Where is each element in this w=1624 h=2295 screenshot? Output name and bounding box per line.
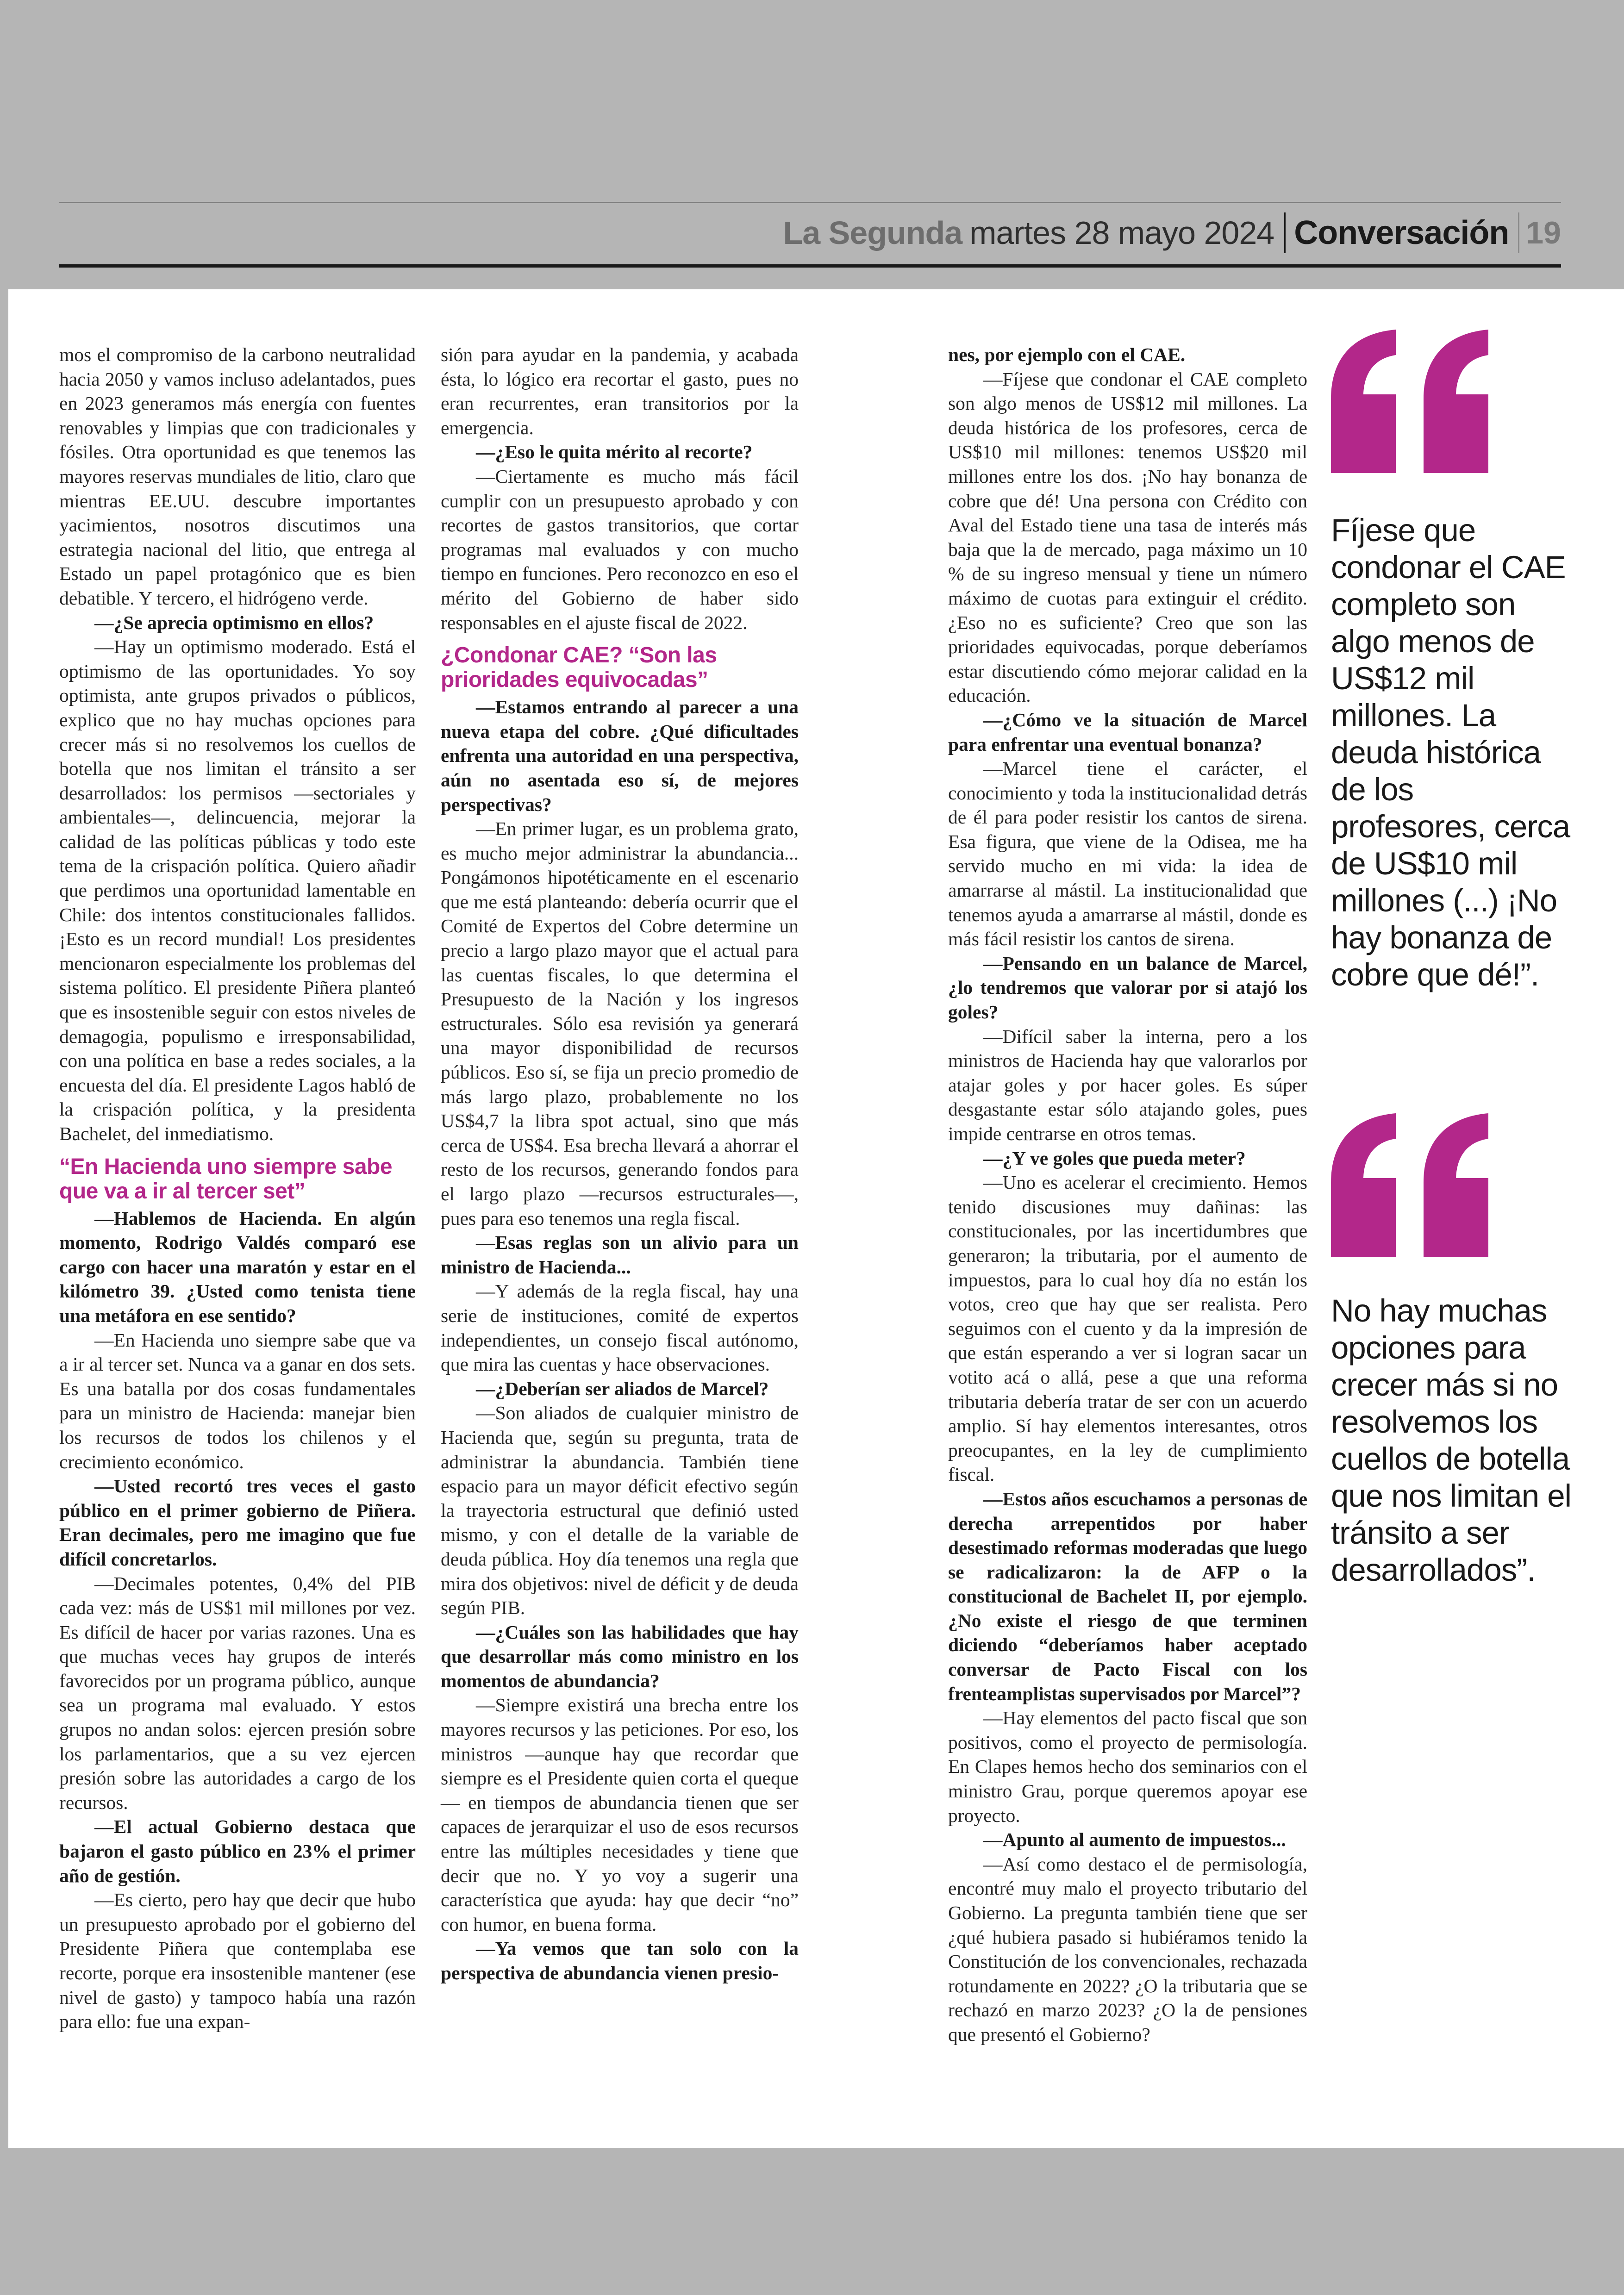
subheading: ¿Condonar CAE? “Son las prioridades equivocadas”	[441, 643, 717, 692]
interview-question: —¿Deberían ser aliados de Marcel?	[476, 1378, 769, 1399]
paragraph: —Así como destaco el de permisología, encontré muy malo el proyecto tributario del Gobierno. La pregunta también tiene que ser ¿qué hubiera pasado si hubiéramos tenido la Constitución de los convencionales, rechazada rotundamente en 2022? ¿O la tributaria que se rechazó en marzo 2023? ¿O la de pensiones que presentó el Gobierno?	[948, 1853, 1307, 2045]
section-name: Conversación	[1294, 214, 1509, 251]
interview-question: —Pensando en un balance de Marcel, ¿lo tendremos que valorar por si atajó los goles?	[948, 952, 1307, 1023]
page-header	[59, 202, 1561, 268]
paragraph: —Y además de la regla fiscal, hay una serie de instituciones, comité de expertos independientes, un consejo fiscal autónomo, que mira las cuentas y hace observaciones.	[441, 1280, 799, 1375]
paragraph: mos el compromiso de la carbono neutralidad hacia 2050 y vamos incluso adelantados, pues en 2023 generamos más energía con fuentes renovables y limpias que con tradicionales y fósiles. Otra oportunidad es que tenemos las mayores reservas mundiales de litio, claro que mientras EE.UU. descubre importantes yacimientos, nosotros discutimos una estrategia nacional del litio, que entrega al Estado un papel protagónico que es bien debatible. Y tercero, el hidrógeno verde.	[59, 344, 416, 609]
interview-question: —Ya vemos que tan solo con la perspectiva de abundancia vienen presio-	[441, 1938, 799, 1983]
header-row	[783, 212, 1561, 254]
paragraph: —Siempre existirá una brecha entre los mayores recursos y las peticiones. Por eso, los ministros —aunque hay que recordar que siempre es el Presidente quien corta el queque— en tiempos de abundancia tienen que ser capaces de jerarquizar el uso de esos recursos entre las múltiples necesidades y tiene que decir que no. Y yo voy a sugerir una característica que ayuda: hay que decir “no” con humor, en buena forma.	[441, 1694, 799, 1935]
interview-question: —El actual Gobierno destaca que bajaron el gasto público en 23% el primer año de gestión.	[59, 1816, 416, 1886]
interview-question: —¿Cómo ve la situación de Marcel para enfrentar una eventual bonanza?	[948, 709, 1307, 755]
paragraph: —Hay un optimismo moderado. Está el optimismo de las oportunidades. Yo soy optimista, ante grupos privados o públicos, explico que no hay muchas opciones para crecer más si no resolvemos los cuellos de botella que nos limitan el tránsito a ser desarrollados: los permisos —sectoriales y ambientales—, delincuencia, mejorar la calidad de las políticas públicas y todo este tema de la crispación política. Quiero añadir que perdimos una oportunidad lamentable en Chile: dos intentos constitucionales fallidos. ¡Esto es un record mundial! Los presidentes mencionaron especialmente los problemas del sistema político. El presidente Piñera planteó que es insostenible seguir con estos niveles de demagogia, populismo e irresponsabilidad, con una política en base a redes sociales, a la encuesta del día. El presidente Lagos habló de la crispación política, y la presidenta Bachelet, del inmediatismo.	[59, 636, 416, 1144]
article-column-2	[441, 343, 799, 1985]
header-bottom-rule	[59, 264, 1561, 268]
subheading: “En Hacienda uno siempre sabe que va a ir al tercer set”	[59, 1154, 393, 1204]
interview-question: —Estos años escuchamos a personas de derecha arrepentidos por haber desestimado reformas moderadas que luego se radicalizaron: la de AFP o la constitucional de Bachelet II, por ejemplo. ¿No existe el riesgo de que terminen diciendo “deberíamos haber aceptado conversar de Pacto Fiscal con los frenteamplistas supervisados por Marcel”?	[948, 1488, 1307, 1704]
article-column-3	[948, 343, 1307, 2047]
paragraph: —Difícil saber la interna, pero a los ministros de Hacienda hay que valorarlos por atajar goles y por hacer goles. Es súper desgastante estar sólo atajando goles, pues impide centrarse en otros temas.	[948, 1025, 1307, 1144]
interview-question: —Usted recortó tres veces el gasto público en el primer gobierno de Piñera. Eran decimales, pero me imagino que fue difícil concretarlos.	[59, 1475, 416, 1570]
interview-question: nes, por ejemplo con el CAE.	[948, 344, 1186, 365]
publication-name: La Segunda	[783, 215, 962, 251]
interview-question: —Estamos entrando al parecer a una nueva etapa del cobre. ¿Qué dificultades enfrenta una autoridad en una perspectiva, aún no asentada eso sí, de mejores perspectivas?	[441, 696, 799, 815]
interview-question: —¿Y ve goles que pueda meter?	[983, 1147, 1246, 1169]
article-column-1	[59, 343, 416, 2034]
header-divider-2	[1518, 212, 1519, 253]
paragraph: —Fíjese que condonar el CAE completo son algo menos de US$12 mil millones. La deuda histórica de los profesores, cerca de US$10 mil millones: tenemos US$20 mil millones entre los dos. ¡No hay bonanza de cobre que dé! Una persona con Crédito con Aval del Estado tiene una tasa de interés más baja que la de mercado, paga máximo un 10 % de su ingreso mensual y tiene un número máximo de cuotas para extinguir el crédito. ¿Eso no es suficiente? Creo que son las prioridades equivocadas, porque deberíamos estar discutiendo cómo mejorar calidad en la educación.	[948, 368, 1307, 706]
paragraph: —Decimales potentes, 0,4% del PIB cada vez: más de US$1 mil millones por vez. Es difícil de hacer por varias razones. Una es que muchas veces hay grupos de interés favorecidos por un programa público, aunque sea un programa mal evaluado. Y estos grupos no andan solos: ejercen presión sobre los parlamentarios, que a su vez ejercen presión sobre las autoridades a cargo de los recursos.	[59, 1572, 416, 1813]
quotation-mark-icon	[1331, 330, 1507, 473]
paragraph: —Marcel tiene el carácter, el conocimiento y toda la institucionalidad detrás de él para poder resistir los cantos de sirena. Esa figura, que viene de la Odisea, me ha servido mucho en mi vida: la idea de amarrarse al mástil. La institucionalidad que tenemos ayuda a amarrarse al mástil, donde es más fácil resistir los cantos de sirena.	[948, 758, 1307, 950]
paragraph: —En primer lugar, es un problema grato, es mucho mejor administrar la abundancia... Pongámonos hipotéticamente en el escenario que me está planteando: debería ocurrir que el Comité de Expertos del Cobre determine un precio a largo plazo mayor que el actual para las cuentas fiscales, lo que determina el Presupuesto de la Nación y los ingresos estructurales. Sólo esa revisión ya generará una mayor disponibilidad de recursos públicos. Eso sí, se fija un precio promedio de más largo plazo, probablemente no los US$4,7 la libra spot actual, sino que más cerca de US$4. Esa brecha llevará a ahorrar el resto de los recursos, generando fondos para el largo plazo —recursos estructurales—, pues para eso tenemos una regla fiscal.	[441, 818, 799, 1229]
paragraph: —Ciertamente es mucho más fácil cumplir con un presupuesto aprobado y con recortes de gastos transitorios, que cortar programas mal evaluados y con mucho tiempo en funciones. Pero reconozco en eso el mérito del Gobierno de haber sido responsables en el ajuste fiscal de 2022.	[441, 465, 799, 633]
pull-quote-1: Fíjese que condonar el CAE completo son algo menos de US$12 mil millones. La deuda histórica de los profesores, cerca de US$10 mil millones (...) ¡No hay bonanza de cobre que dé!”.	[1331, 512, 1570, 992]
interview-question: —Esas reglas son un alivio para un ministro de Hacienda...	[441, 1232, 799, 1278]
paragraph: —Uno es acelerar el crecimiento. Hemos tenido discusiones muy dañinas: las constitucionales, por las incertidumbres que generaron; la tributaria, por el aumento de impuestos, para lo cual hoy día no están los votos, creo que hay que ser realista. Pero seguimos con el cuento y da la impresión de que están esperando a ver si logran sacar un votito acá o allá, pese a que una reforma tributaria debería tratar de ser con un acuerdo amplio. Sí hay elementos interesantes, otros preocupantes, en la ley de cumplimiento fiscal.	[948, 1172, 1307, 1485]
header-top-rule	[59, 202, 1561, 203]
pull-quote-2: No hay muchas opciones para crecer más si no resolvemos los cuellos de botella que nos limitan el tránsito a ser desarrollados”.	[1331, 1293, 1571, 1588]
header-divider	[1284, 212, 1286, 253]
quotation-mark-icon	[1331, 1113, 1507, 1257]
paragraph: sión para ayudar en la pandemia, y acabada ésta, lo lógico era recortar el gasto, pues no eran recurrentes, eran transitorios por la emergencia.	[441, 344, 799, 438]
interview-question: —¿Cuáles son las habilidades que hay que desarrollar más como ministro en los momentos de abundancia?	[441, 1621, 799, 1691]
paragraph: —Hay elementos del pacto fiscal que son positivos, como el proyecto de permisología. En Clapes hemos hecho dos seminarios con el ministro Grau, porque queremos apoyar ese proyecto.	[948, 1707, 1307, 1826]
interview-question: —Hablemos de Hacienda. En algún momento, Rodrigo Valdés comparó ese cargo con hacer una maratón y estar en el kilómetro 39. ¿Usted como tenista tiene una metáfora en ese sentido?	[59, 1207, 416, 1326]
paragraph: —Es cierto, pero hay que decir que hubo un presupuesto aprobado por el gobierno del Presidente Piñera que contemplaba ese recorte, porque era insostenible mantener (ese nivel de gasto) y tampoco había una razón para ello: fue una expan-	[59, 1889, 416, 2033]
issue-date: martes 28 mayo 2024	[969, 215, 1274, 251]
interview-question: —Apunto al aumento de impuestos...	[983, 1829, 1286, 1851]
paragraph: —En Hacienda uno siempre sabe que va a ir al tercer set. Nunca va a ganar en dos sets. Es una batalla por dos cosas fundamentales para un ministro de Hacienda: manejar bien los recursos de todos los chilenos y el crecimiento económico.	[59, 1329, 416, 1472]
interview-question: —¿Se aprecia optimismo en ellos?	[94, 611, 374, 633]
interview-question: —¿Eso le quita mérito al recorte?	[476, 441, 753, 463]
page-number: 19	[1526, 215, 1561, 250]
paragraph: —Son aliados de cualquier ministro de Hacienda que, según su pregunta, trata de administrar la abundancia. También tiene espacio para un mayor déficit efectivo según la trayectoria estructural que definió usted mismo, y con el detalle de la variable de deuda pública. Hoy día tenemos una regla que mira dos objetivos: nivel de déficit y de deuda según PIB.	[441, 1402, 799, 1619]
